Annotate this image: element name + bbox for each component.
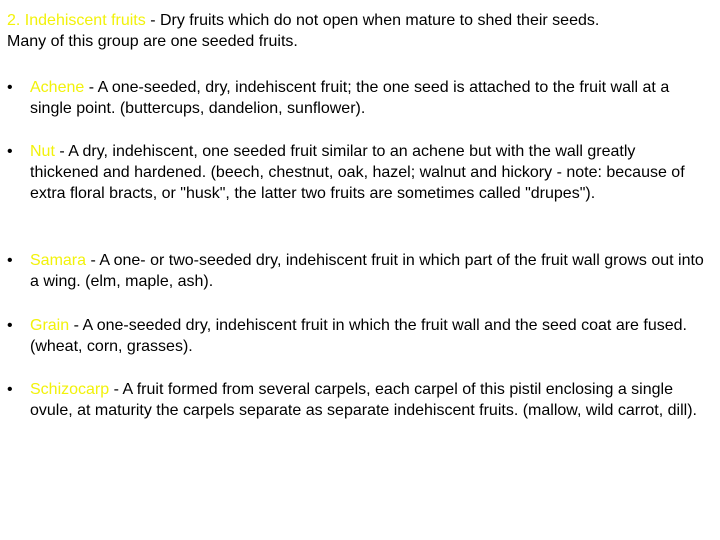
intro-term: Indehiscent fruits [24,12,146,29]
term-schizocarp: Schizocarp [30,381,110,398]
list-item-achene [7,77,707,119]
description-grain: - A one-seeded dry, indehiscent fruit in which the fruit wall and the seed coat are fused. (wheat, corn, grasses). [30,317,687,355]
bullet: • [7,252,13,269]
list-item-text [30,315,707,357]
list-item-text [30,141,707,204]
bullet: • [7,143,13,160]
bullet: • [7,79,13,96]
list-item-text [30,379,707,421]
intro-number: 2. [7,12,21,29]
intro-line-2: Many of this group are one seeded fruits. [7,33,298,50]
list-item-grain [7,315,707,357]
description-achene: - A one-seeded, dry, indehiscent fruit; the one seed is attached to the fruit wall at a single point. (buttercups, dandelion, sunflower). [30,79,670,117]
term-grain: Grain [30,317,70,334]
description-samara: - A one- or two-seeded dry, indehiscent fruit in which part of the fruit wall grows out into a wing. (elm, maple, ash). [30,252,704,290]
bullet: • [7,381,13,398]
term-nut: Nut [30,143,55,160]
list-item-text [30,250,707,292]
description-schizocarp: - A fruit formed from several carpels, each carpel of this pistil enclosing a single ovule, at maturity the carpels separate as separate indehiscent fruits. (mallow, wild carrot, dill). [30,381,697,419]
description-nut: - A dry, indehiscent, one seeded fruit similar to an achene but with the wall greatly thickened and hardened. (beech, chestnut, oak, hazel; walnut and hickory - note: because of extra floral bracts, or "husk", the latter two fruits are sometimes called "drupes"). [30,143,685,202]
term-samara: Samara [30,252,87,269]
list-item-nut [7,141,707,204]
list-item-samara [7,250,707,292]
bullet: • [7,317,13,334]
list-item-text [30,77,707,119]
term-achene: Achene [30,79,85,96]
intro-paragraph [7,10,707,52]
list-item-schizocarp [7,379,707,421]
intro-definition: - Dry fruits which do not open when mature to shed their seeds. [145,12,600,29]
